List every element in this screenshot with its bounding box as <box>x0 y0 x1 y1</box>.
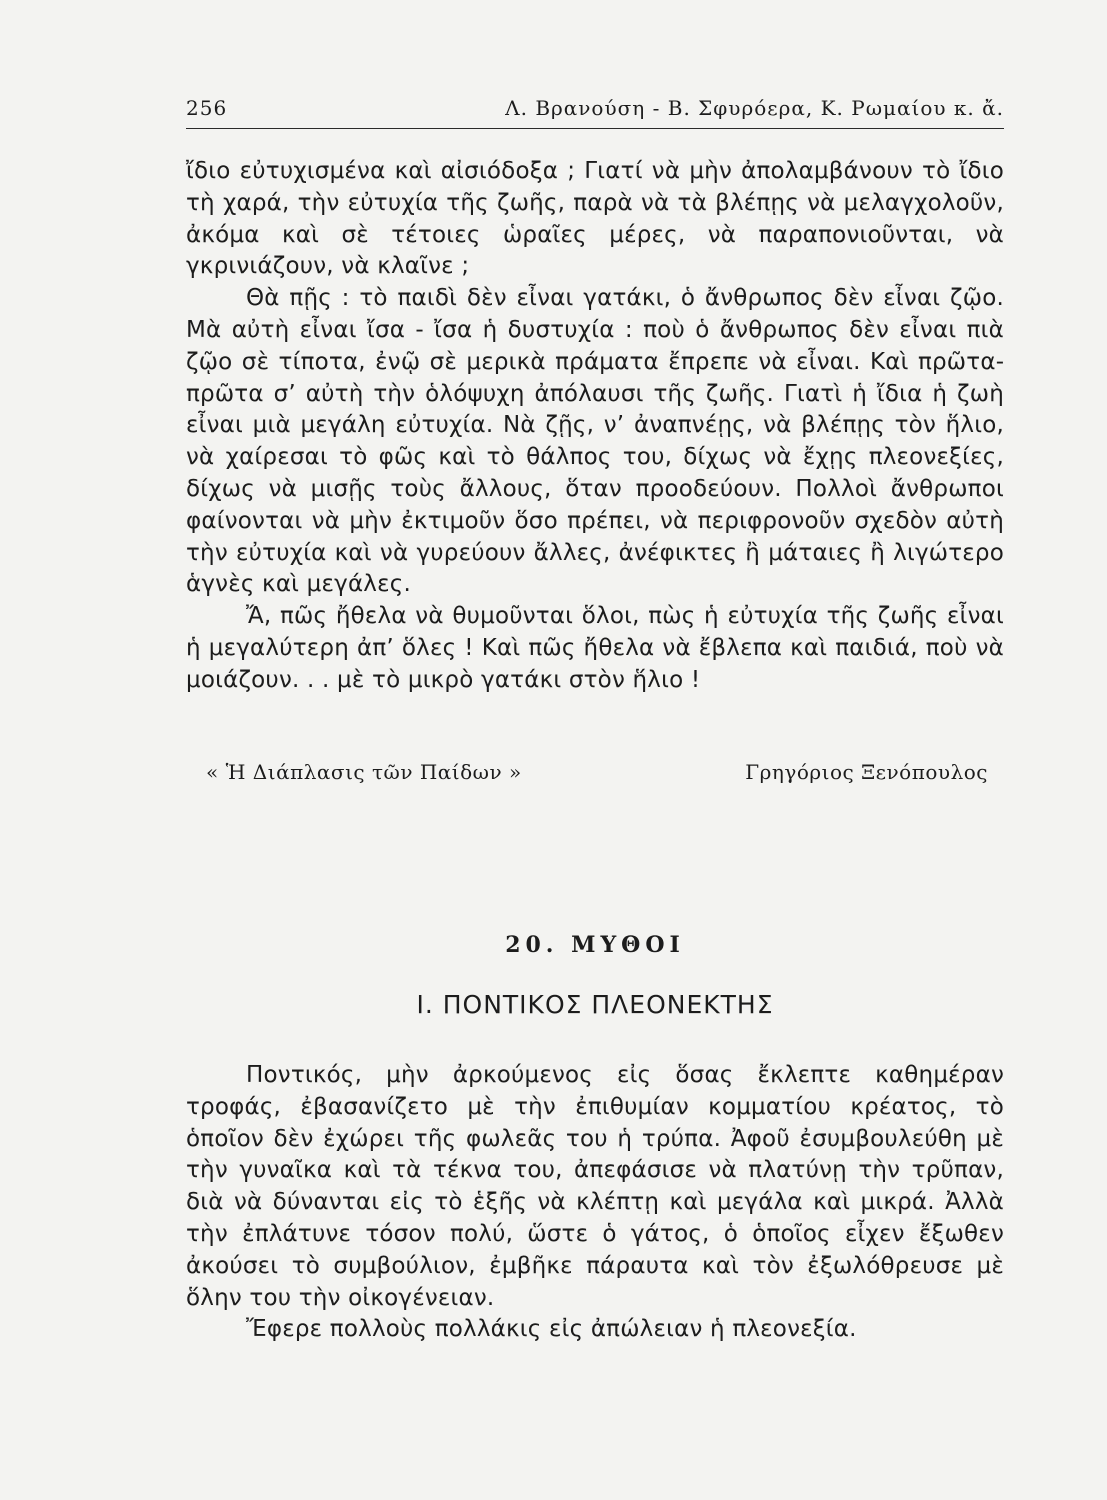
citation-source: « Ἡ Διάπλασις τῶν Παίδων » <box>206 760 522 784</box>
story-text <box>186 156 1004 697</box>
page-header <box>186 92 1004 129</box>
fable-moral: Ἔφερε πολλοὺς πολλάκις εἰς ἀπώλειαν ἡ πλεονεξία. <box>246 1316 857 1343</box>
fable-title: Ι. ΠΟΝΤΙΚΟΣ ΠΛΕΟΝΕΚΤΗΣ <box>416 990 774 1019</box>
citation <box>206 760 988 784</box>
story-paragraph-1: ἴδιο εὐτυχισμένα καὶ αἰσιόδοξα ; Γιατί νὰ μὴν ἀπολαμβάνουν τὸ ἴδιο τὴ χαρά, τὴν εὐτυχία τῆς ζωῆς, παρὰ νὰ τὰ βλέπῃς νὰ μελαγχολοῦν, ἀκόμα καὶ σὲ τέτοιες ὡραῖες μέρες, νὰ παραπονιοῦνται, νὰ γκρινιάζουν, νὰ κλαῖνε ; <box>186 158 1004 280</box>
fable-paragraph-1: Ποντικός, μὴν ἀρκούμενος εἰς ὅσας ἔκλεπτε καθημέραν τροφάς, ἐβασανίζετο μὲ τὴν ἐπιθυμίαν κομματίου κρέατος, τὸ ὁποῖον δὲν ἐχώρει τῆς φωλεᾶς του ἡ τρύπα. Ἀφοῦ ἐσυμβουλεύθη μὲ τὴν γυναῖκα καὶ τὰ τέκνα του, ἀπεφάσισε νὰ πλατύνῃ τὴν τρῦπαν, διὰ νὰ δύνανται εἰς τὸ ἑξῆς νὰ κλέπτῃ καὶ μεγάλα καὶ μικρά. Ἀλλὰ τὴν ἐπλάτυνε τόσον πολύ, ὥστε ὁ γάτος, ὁ ὁποῖος εἶχεν ἔξωθεν ἀκούσει τὸ συμβούλιον, ἐμβῆκε πάραυτα καὶ τὸν ἐξωλόθρευσε μὲ ὅλην του τὴν οἰκογένειαν. <box>186 1062 1004 1311</box>
story-paragraph-2: Θὰ πῇς : τὸ παιδὶ δὲν εἶναι γατάκι, ὁ ἄνθρωπος δὲν εἶναι ζῷο. Μὰ αὐτὴ εἶναι ἴσα - ἴσα ἡ δυστυχία : ποὺ ὁ ἄνθρωπος δὲν εἶναι πιὰ ζῷο σὲ τίποτα, ἐνῷ σὲ μερικὰ πράματα ἔπρεπε νὰ εἶναι. Καὶ πρῶταπρῶτα σ’ αὐτὴ τὴν ὁλόψυχη ἀπόλαυσι τῆς ζωῆς. Γιατὶ ἡ ἴδια ἡ ζωὴ εἶναι μιὰ μεγάλη εὐτυχία. Νὰ ζῇς, ν’ ἀναπνέῃς, νὰ βλέπῃς τὸν ἥλιο, νὰ χαίρεσαι τὸ φῶς καὶ τὸ θάλπος του, δίχως νὰ ἔχῃς πλεονεξίες, δίχως νὰ μισῇς τοὺς ἄλλους, ὅταν προοδεύουν. Πολλοὶ ἄνθρωποι φαίνονται νὰ μὴν ἐκτιμοῦν ὅσο πρέπει, νὰ περιφρονοῦν σχεδὸν αὐτὴ τὴν εὐτυχία καὶ νὰ γυρεύουν ἄλλες, ἀνέφικτες ἢ μάταιες ἢ λιγώτερο ἁγνὲς καὶ μεγάλες. <box>186 285 1004 598</box>
page-number: 256 <box>186 96 228 120</box>
fable-text <box>186 1060 1004 1346</box>
running-head: Λ. Βρανούση - Β. Σφυρόερα, Κ. Ρωμαίου κ. ἄ. <box>505 96 1004 120</box>
citation-author: Γρηγόριος Ξενόπουλος <box>745 760 988 784</box>
section-heading: 20. ΜΥΘΟΙ <box>505 932 685 958</box>
story-paragraph-3: Ἄ, πῶς ἤθελα νὰ θυμοῦνται ὅλοι, πὼς ἡ εὐτυχία τῆς ζωῆς εἶναι ἡ μεγαλύτερη ἀπ’ ὅλες ! Καὶ πῶς ἤθελα νὰ ἔβλεπα καὶ παιδιά, ποὺ νὰ μοιάζουν. . . μὲ τὸ μικρὸ γατάκι στὸν ἥλιο ! <box>186 603 1004 693</box>
